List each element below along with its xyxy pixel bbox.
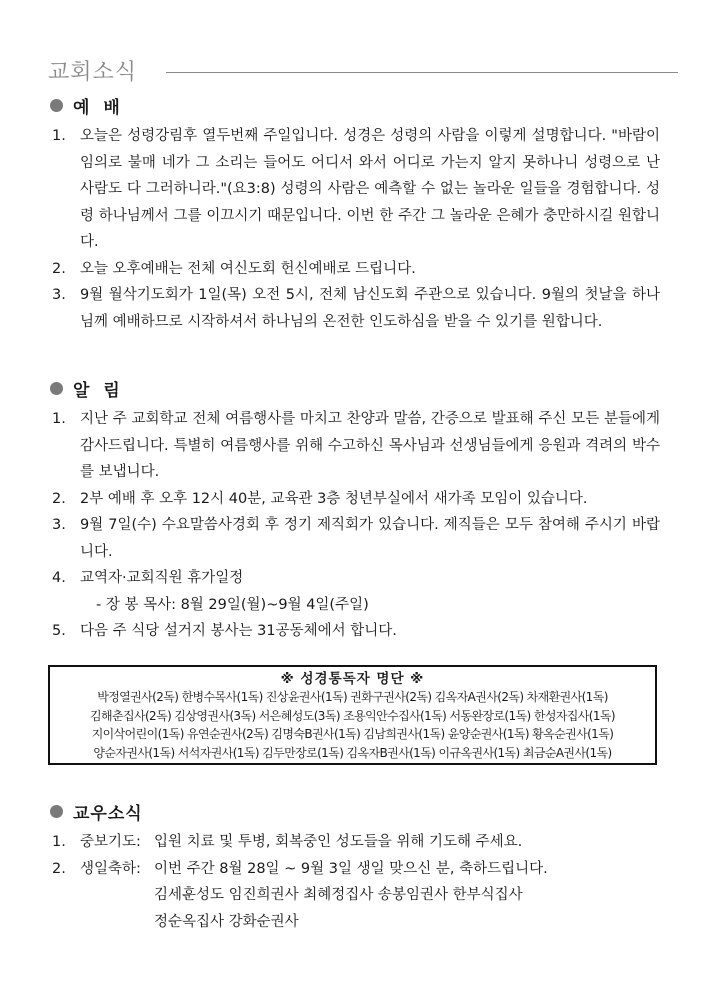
item-number: 3. <box>52 517 66 533</box>
item-text: 2부 예배 후 오후 12시 40분, 교육관 3층 청년부실에서 새가족 모임이 있습니다. <box>80 490 588 507</box>
prayer-label: 중보기도: <box>80 834 141 850</box>
section-title: 알 림 <box>73 380 124 401</box>
header-divider <box>166 72 678 73</box>
worship-section <box>50 93 660 335</box>
page-title: 교회소식 <box>48 60 138 85</box>
list-item <box>50 123 660 256</box>
item-text: 지난 주 교회학교 전체 여름행사를 마치고 찬양과 말씀, 간증으로 발표해 주신 모든 분들에게 감사드립니다. 특별히 여름행사를 위해 수고하신 목사님과 선생님들에게 응원과 격려의 박수를 보냅니다. <box>80 411 660 480</box>
prayer-item <box>50 829 660 856</box>
list-item <box>50 618 660 645</box>
item-number: 3. <box>52 287 66 303</box>
list-item <box>50 565 660 592</box>
list-item <box>50 282 660 335</box>
prayer-text: 입원 치료 및 투병, 회복중인 성도들을 위해 기도해 주세요. <box>154 834 523 850</box>
birthday-label: 생일축하: <box>80 860 141 877</box>
bible-readers-box <box>48 665 657 765</box>
bullet-icon <box>50 99 63 112</box>
birthday-names: 정순옥집사 강화순권사 <box>154 913 299 930</box>
page-header <box>48 55 678 85</box>
list-item <box>50 406 660 486</box>
bullet-icon <box>50 805 63 818</box>
item-text: 9월 7일(수) 수요말씀사경회 후 정기 제직회가 있습니다. 제직들은 모두 참여해 주시기 바랍니다. <box>80 517 660 560</box>
item-number: 5. <box>52 623 66 639</box>
section-title: 교우소식 <box>73 803 143 824</box>
vacation-schedule: - 장 봉 목사: 8월 29일(월)~9월 4일(주일) <box>96 596 369 613</box>
list-item <box>50 256 660 283</box>
birthday-text: 이번 주간 8월 28일 ~ 9월 3일 생일 맞으신 분, 축하드립니다. <box>154 860 548 877</box>
box-title: ※ 성경통독자 명단 ※ <box>280 671 425 687</box>
reader-line: 김해춘집사(2독) 김상영권사(3독) 서은혜성도(3독) 조용익안수집사(1독) 서동완장로(1독) 한성자집사(1독) <box>90 708 615 723</box>
birthday-names: 김세훈성도 임진희권사 최혜정집사 송봉임권사 한부식집사 <box>154 887 523 903</box>
bullet-icon <box>50 382 63 395</box>
notice-section <box>50 376 660 645</box>
reader-line: 박정열권사(2독) 한병수목사(1독) 진상윤권사(1독) 권화구권사(2독) 김옥자A권사(2독) 차재환권사(1독) <box>97 690 608 704</box>
birthday-item <box>50 856 660 883</box>
item-number: 1. <box>52 834 66 850</box>
item-number: 1. <box>52 128 66 144</box>
item-number: 2. <box>52 490 66 507</box>
item-text: 오늘은 성령강림후 열두번째 주일입니다. 성경은 성령의 사람을 이렇게 설명합니다. "바람이 임의로 불매 네가 그 소리는 들어도 어디서 와서 어디로 가는지 알지 못하나니 성령으로 난 사람도 다 그러하니라."(요3:8) 성령의 사람은 예측할 수 없는 놀라운 일들을 경험합니다. 성령 하나님께서 그를 이끄시기 때문입니다. 이번 한 주간 그 놀라운 은혜가 충만하시길 원합니다. <box>80 128 660 250</box>
members-section <box>50 799 660 935</box>
item-number: 4. <box>52 570 66 586</box>
list-item <box>50 512 660 565</box>
item-text: 교역자·교회직원 휴가일정 <box>80 570 244 586</box>
item-number: 2. <box>52 860 66 877</box>
section-title: 예 배 <box>73 97 124 118</box>
reader-line: 지이삭어린이(1독) 유연순권사(2독) 김명숙B권사(1독) 김남희권사(1독) 윤양순권사(1독) 황옥순권사(1독) <box>91 727 614 742</box>
item-text: 다음 주 식당 설거지 봉사는 31공동체에서 합니다. <box>80 623 397 639</box>
list-item <box>50 486 660 513</box>
reader-line: 양순자권사(1독) 서석자권사(1독) 김두만장로(1독) 김옥자B권사(1독) 이규옥권사(1독) 최금순A권사(1독) <box>93 745 612 760</box>
item-text: 9월 월삭기도회가 1일(목) 오전 5시, 전체 남신도회 주관으로 있습니다. 9월의 첫날을 하나님께 예배하므로 시작하셔서 하나님의 온전한 인도하심을 받을 수 있기를 원합니다. <box>80 287 660 330</box>
item-text: 오늘 오후예배는 전체 여신도회 헌신예배로 드립니다. <box>80 260 416 277</box>
item-number: 2. <box>52 260 66 277</box>
item-number: 1. <box>52 411 66 427</box>
